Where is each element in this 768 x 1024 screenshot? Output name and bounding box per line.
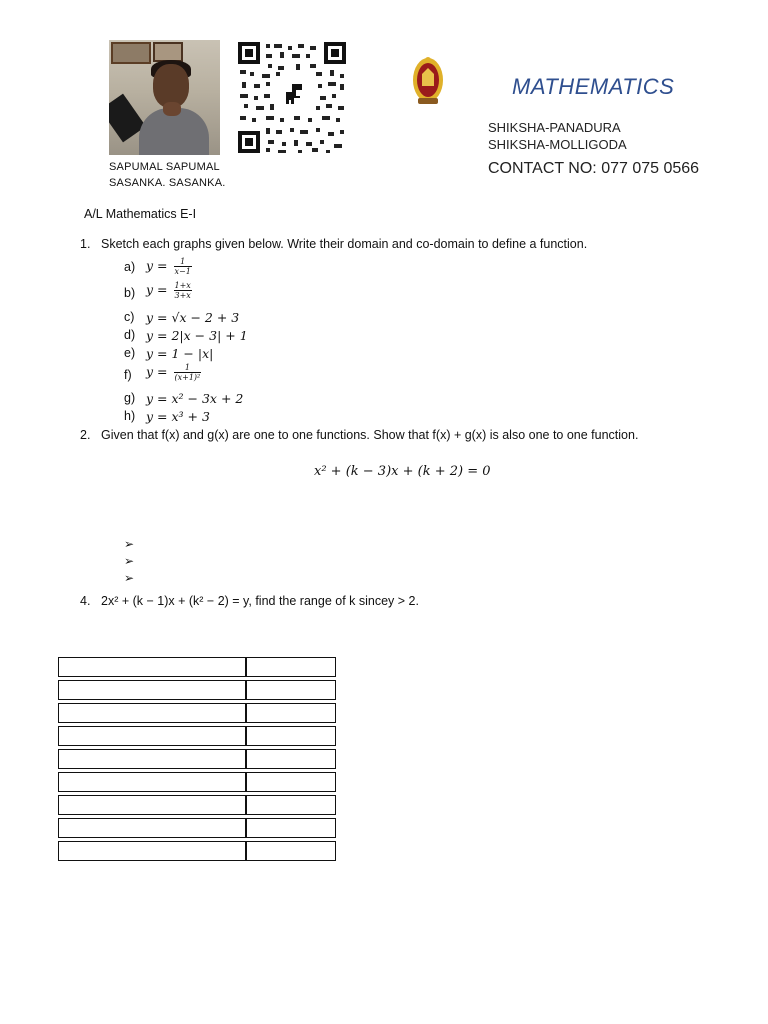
photo-caption-line-2: SASANKA. SASANKA. [109, 177, 226, 189]
table-cell [58, 749, 246, 769]
class-location-2: SHIKSHA-MOLLIGODA [488, 137, 627, 152]
table-cell [246, 657, 336, 677]
item-expression: y = $\frac{1}{\text{(x+1)²}}$ [146, 363, 201, 382]
item-expression: y = 1 − |x| [146, 346, 214, 361]
table-cell [58, 680, 246, 700]
table-row [58, 726, 336, 746]
table-cell [58, 703, 246, 723]
quadratic-equation: x² + (k − 3)x + (k + 2) = 0 [314, 464, 491, 479]
table-row [58, 818, 336, 838]
table-cell [246, 703, 336, 723]
bullet-arrow: ➢ [124, 537, 135, 551]
q4-text: 2x² + (k − 1)x + (k² − 2) = y, find the range of k sincey > 2. [101, 594, 419, 608]
blank-table [58, 654, 336, 864]
q4-number: 4. [80, 594, 91, 608]
class-location-1: SHIKSHA-PANADURA [488, 120, 621, 135]
item-label: a) [124, 260, 136, 274]
item-expression: y = √x − 2 + 3 [146, 310, 240, 325]
item-label: f) [124, 368, 132, 382]
item-expression: y = $\frac{1}{x-1}$ [146, 257, 191, 276]
table-row [58, 703, 336, 723]
author-photo [109, 40, 220, 155]
q1-number: 1. [80, 237, 91, 251]
table-row [58, 749, 336, 769]
table-row [58, 680, 336, 700]
item-label: b) [124, 286, 136, 300]
contact-number: CONTACT NO: 077 075 0566 [488, 160, 700, 177]
table-row [58, 657, 336, 677]
doc-heading: A/L Mathematics E-I [84, 207, 197, 221]
table-cell [246, 772, 336, 792]
table-row [58, 841, 336, 861]
item-label: d) [124, 328, 136, 342]
bullet-arrow: ➢ [124, 554, 135, 568]
table-cell [246, 749, 336, 769]
item-expression: y = $\frac{1+x}{3+x}$ [146, 281, 191, 300]
table-cell [58, 818, 246, 838]
table-row [58, 795, 336, 815]
table-cell [58, 657, 246, 677]
item-expression: y = x² − 3x + 2 [146, 391, 244, 406]
table-cell [246, 795, 336, 815]
table-cell [58, 841, 246, 861]
table-cell [246, 818, 336, 838]
q2-number: 2. [80, 428, 91, 442]
table-cell [58, 795, 246, 815]
bullet-arrow: ➢ [124, 571, 135, 585]
subject-title: MATHEMATICS [512, 74, 675, 99]
q2-text: Given that f(x) and g(x) are one to one functions. Show that f(x) + g(x) is also one to one function. [101, 428, 639, 442]
item-expression: y = x³ + 3 [146, 409, 210, 424]
q1-text: Sketch each graphs given below. Write their domain and co-domain to define a function. [101, 237, 588, 251]
qr-code [236, 40, 348, 155]
table-cell [246, 726, 336, 746]
item-label: g) [124, 391, 136, 405]
item-label: c) [124, 310, 135, 324]
item-label: h) [124, 409, 136, 423]
photo-caption-line-1: SAPUMAL SAPUMAL [109, 161, 220, 173]
table-cell [58, 726, 246, 746]
sri-lanka-emblem-icon [410, 54, 446, 108]
table-cell [246, 680, 336, 700]
item-label: e) [124, 346, 136, 360]
table-cell [246, 841, 336, 861]
table-cell [58, 772, 246, 792]
table-row [58, 772, 336, 792]
item-expression: y = 2|x − 3| + 1 [146, 328, 248, 343]
